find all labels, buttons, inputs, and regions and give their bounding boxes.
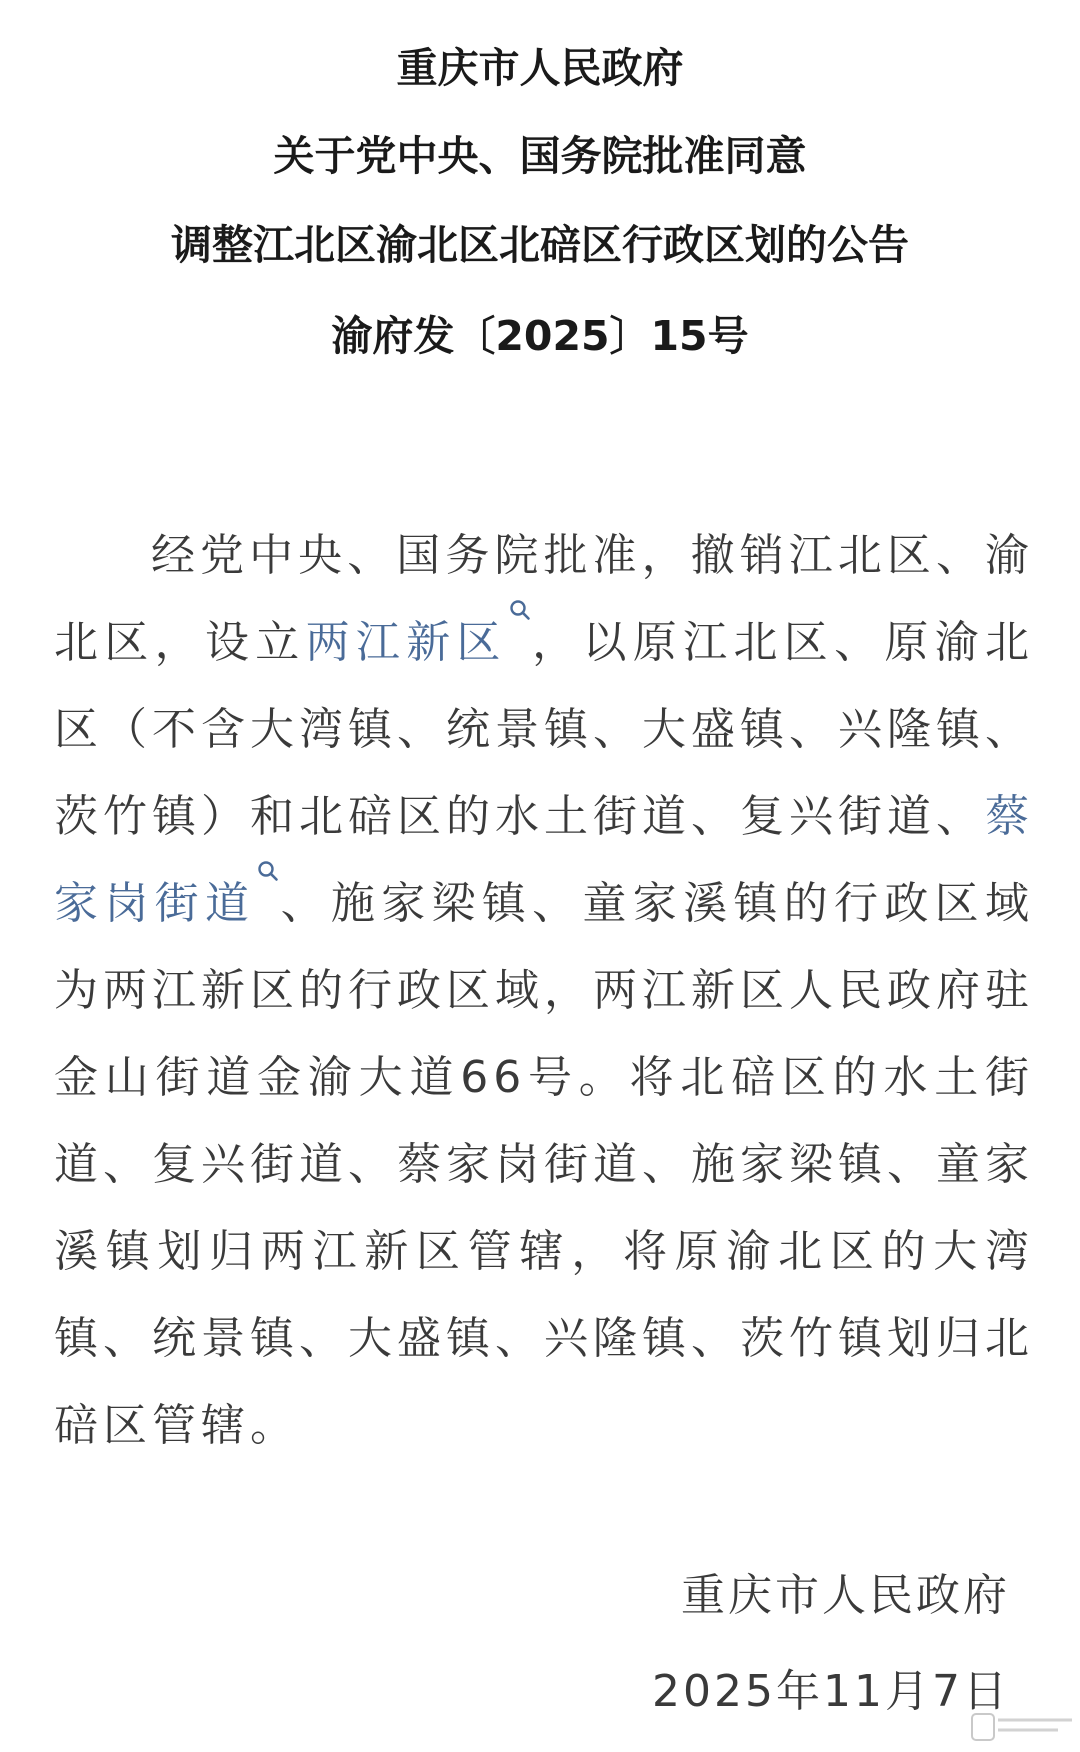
- title-line-2: 关于党中央、国务院批准同意: [273, 132, 807, 180]
- announcement-body: [54, 512, 1034, 1469]
- body-text-part-2: ，以原江北区、原渝北区（不含大湾镇、统景镇、大盛镇、兴隆镇、茨竹镇）和北碚区的水土街道、复兴街道、: [54, 617, 1035, 842]
- search-icon[interactable]: [507, 599, 531, 639]
- signature-date: 2025年11月7日: [652, 1666, 1010, 1717]
- search-icon[interactable]: [255, 860, 279, 900]
- body-text-part-1: 经党中央、国务院批准，撤销江北区、渝北区，设立: [54, 530, 1034, 668]
- link-caijiagang-street[interactable]: 蔡家岗街道: [54, 791, 1034, 929]
- document-number: 渝府发〔2025〕15号: [331, 312, 749, 360]
- title-line-3: 调整江北区渝北区北碚区行政区划的公告: [171, 221, 909, 269]
- body-text-part-3: 、施家梁镇、童家溪镇的行政区域为两江新区的行政区域，两江新区人民政府驻金山街道金渝大道66号。将北碚区的水土街道、复兴街道、蔡家岗街道、施家梁镇、童家溪镇划归两江新区管辖，将原渝北区的大湾镇、统景镇、大盛镇、兴隆镇、茨竹镇划归北碚区管辖。: [54, 878, 1035, 1451]
- signature-issuer: 重庆市人民政府: [681, 1570, 1010, 1621]
- issuer-title: 重庆市人民政府: [396, 44, 684, 92]
- watermark-logo: [968, 1706, 1078, 1746]
- link-liangjiang-new-area[interactable]: 两江新区: [305, 617, 507, 668]
